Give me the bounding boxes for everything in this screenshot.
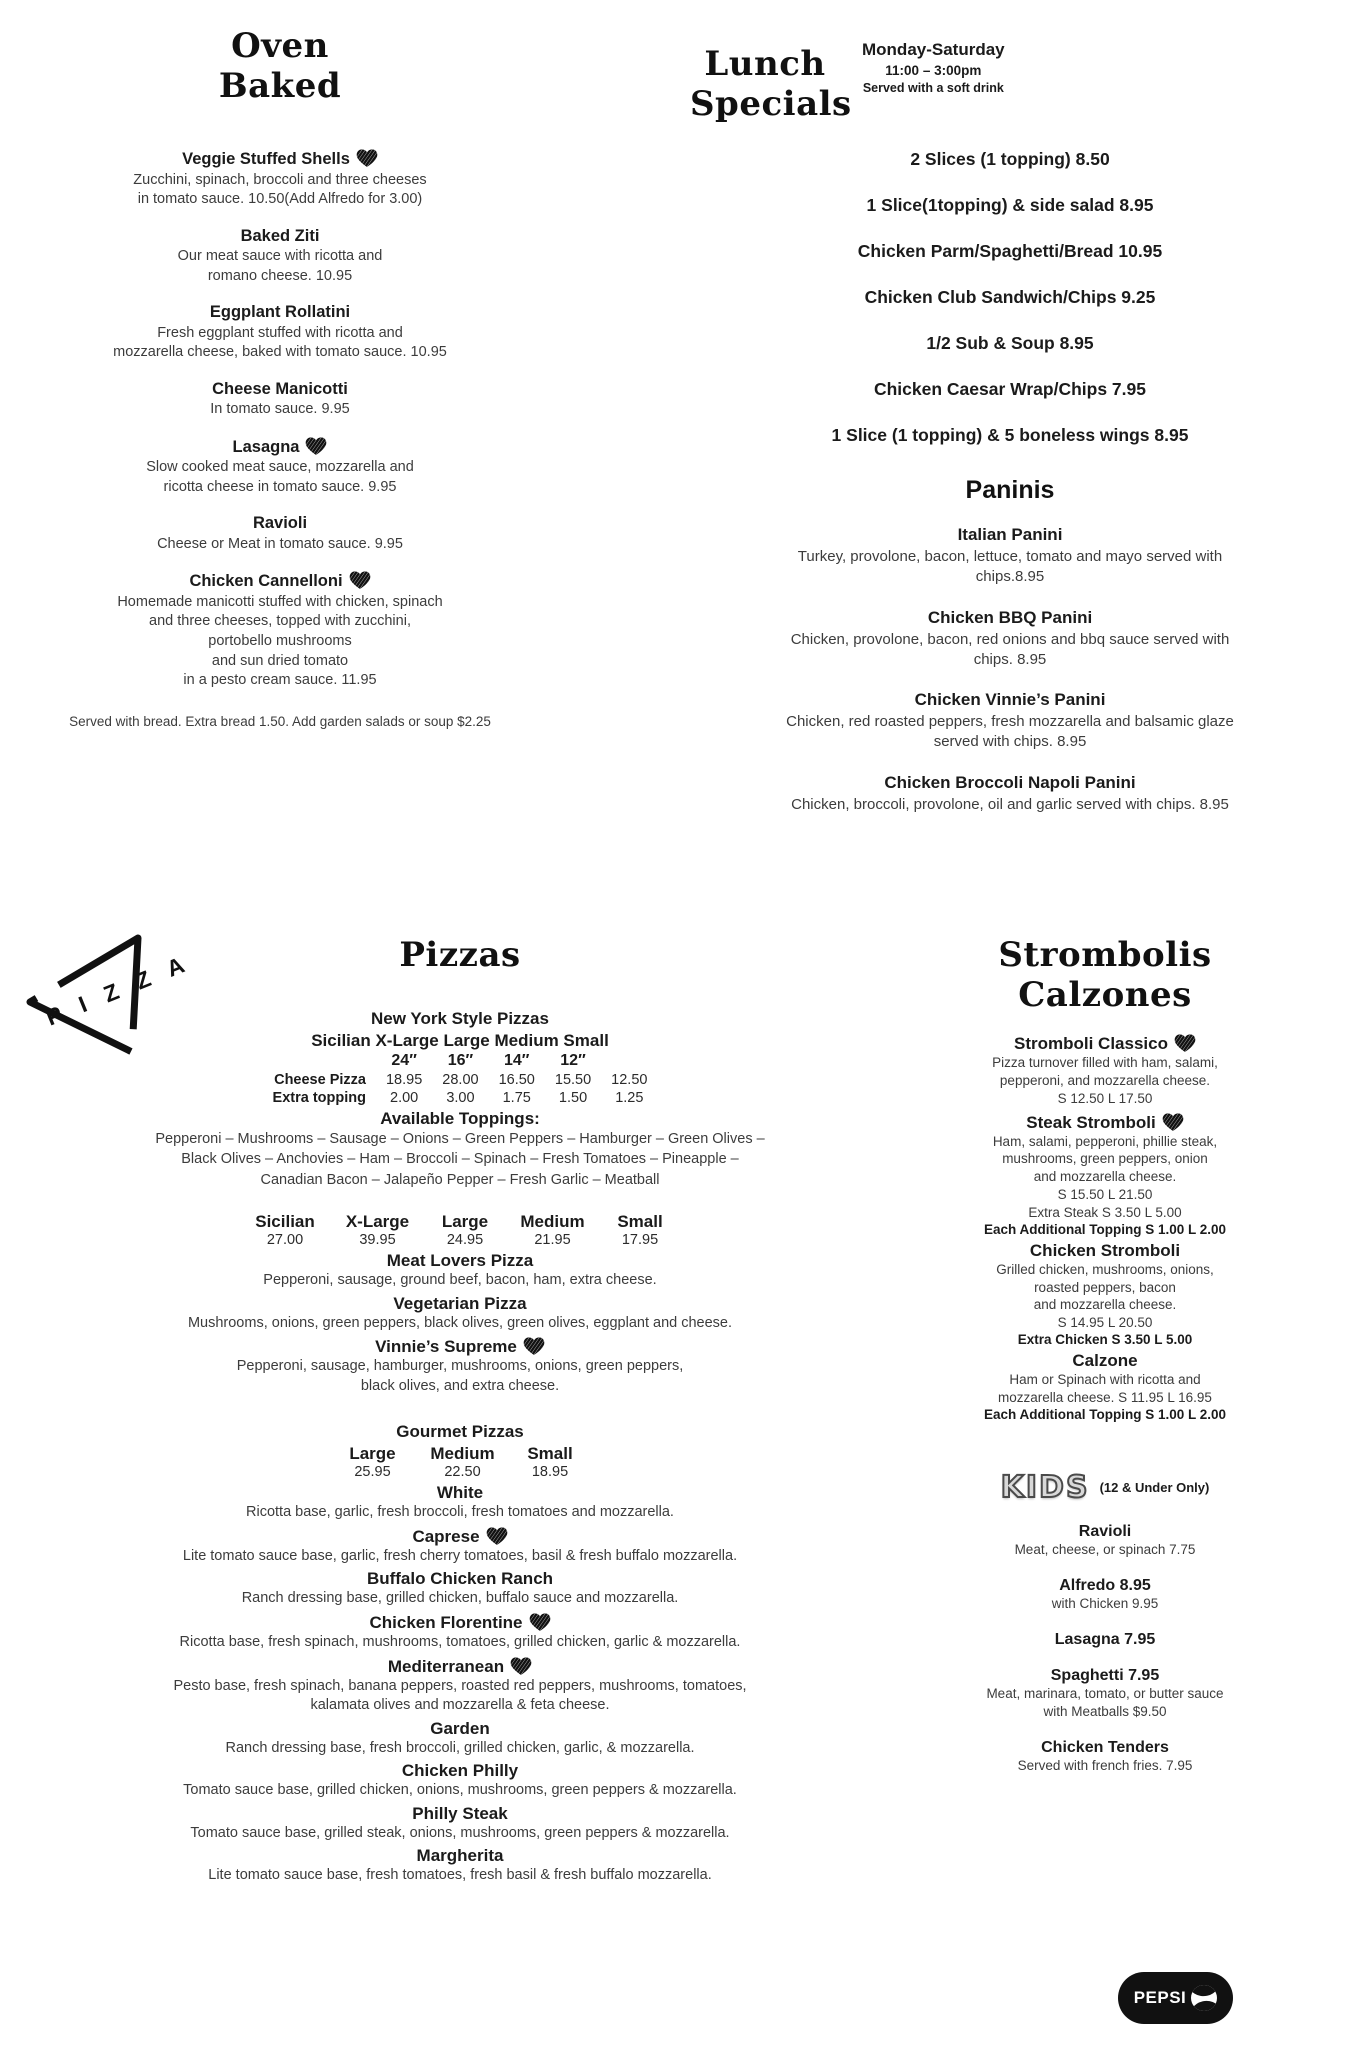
pizza-description: Lite tomato sauce base, garlic, fresh cherry tomatoes, basil & fresh buffalo mozzarella. — [182, 1547, 738, 1564]
kids-menu-item — [940, 1631, 1270, 1649]
heart-icon — [305, 436, 327, 456]
kids-menu-item — [940, 1667, 1270, 1721]
heart-icon — [523, 1336, 545, 1356]
stromboli-detail-line: Ham or Spinach with ricotta and — [1009, 1371, 1201, 1387]
pizza-price-cell: 18.95 — [385, 1072, 423, 1089]
pizza-price-cell: 28.00 — [442, 1072, 479, 1089]
heart-icon — [356, 148, 378, 168]
kids-item-description: Served with french fries. 7.95 — [1017, 1758, 1193, 1774]
kids-menu-item — [940, 1577, 1270, 1613]
kids-item-name: Spaghetti 7.95 — [1050, 1667, 1160, 1685]
pizza-description: Pepperoni, sausage, ground beef, bacon, ham, extra cheese. — [263, 1272, 657, 1288]
heart-icon — [510, 1656, 532, 1676]
size-price-cell: 22.50 — [444, 1464, 481, 1481]
gourmet-price-row — [130, 1464, 790, 1480]
kids-item-name: Chicken Tenders — [1041, 1739, 1169, 1757]
pizza-inch-cell: 12″ — [560, 1052, 586, 1070]
menu-item — [40, 570, 520, 690]
pizza-price-table — [263, 1051, 658, 1107]
menu-item — [130, 1719, 790, 1759]
panini-item — [690, 690, 1330, 753]
stromboli-name: Calzone — [1072, 1350, 1138, 1370]
table-row — [263, 1071, 658, 1089]
size-price-cell: Small — [617, 1212, 663, 1231]
stromboli-detail-line: Extra Chicken S 3.50 L 5.00 — [1017, 1331, 1193, 1347]
stromboli-name: Stromboli Classico — [940, 1033, 1270, 1054]
stromboli-detail-line: Ham, salami, pepperoni, phillie steak, — [992, 1133, 1218, 1149]
heart-icon — [486, 1526, 508, 1546]
pizza-description: Ranch dressing base, grilled chicken, buffalo sauce and mozzarella. — [241, 1590, 679, 1607]
oven-baked-title-line1: Oven — [231, 26, 329, 66]
pepsi-wordmark: PEPSI — [1133, 1988, 1187, 2007]
pizza-name: Mediterranean — [130, 1656, 790, 1677]
pizza-name: Philly Steak — [412, 1803, 508, 1823]
gourmet-size-row — [130, 1444, 790, 1464]
stromboli-detail-line: Each Additional Topping S 1.00 L 2.00 — [983, 1221, 1227, 1237]
kids-menu-item — [940, 1523, 1270, 1559]
table-row — [263, 1089, 658, 1107]
pizza-price-cell: 15.50 — [554, 1072, 592, 1089]
pizza-description: Lite tomato sauce base, fresh tomatoes, fresh basil & fresh buffalo mozzarella. — [208, 1867, 712, 1884]
strombolis-title-line1: Strombolis — [998, 935, 1212, 975]
strombolis-title — [940, 935, 1270, 1015]
menu-item — [130, 1846, 790, 1886]
kids-badge: KIDS — [1000, 1469, 1090, 1505]
lunch-title-line1: Lunch — [704, 44, 826, 84]
size-price-cell: Medium — [430, 1444, 495, 1464]
topping-lines — [130, 1129, 790, 1190]
panini-name: Italian Panini — [957, 525, 1063, 545]
heart-icon — [1162, 1112, 1184, 1132]
lunch-soft-drink-note: Served with a soft drink — [862, 81, 1004, 95]
menu-item-description: Homemade manicotti stuffed with chicken, spinach and three cheeses, topped with zucchini, portobello mushrooms and sun dried tomato in a pesto cream sauce. 11.95 — [117, 593, 443, 689]
pizza-price-cell: 3.00 — [446, 1090, 475, 1107]
size-price-cell: 18.95 — [531, 1464, 569, 1481]
specialty-price-row — [130, 1232, 790, 1248]
stromboli-detail-line: Pizza turnover filled with ham, salami, — [992, 1055, 1218, 1071]
menu-item — [130, 1656, 790, 1716]
panini-name: Chicken Vinnie’s Panini — [914, 690, 1106, 710]
size-price-cell: Small — [527, 1444, 573, 1464]
pizza-inch-cell — [263, 1051, 376, 1071]
pizza-size-header: Sicilian X-Large Large Medium Small — [311, 1031, 609, 1051]
lunch-special-line: 2 Slices (1 topping) 8.50 — [910, 149, 1110, 170]
menu-item-description: Zucchini, spinach, broccoli and three cheeses in tomato sauce. 10.50(Add Alfredo for 3.00) — [133, 171, 427, 208]
pizza-price-cell: 2.00 — [390, 1090, 419, 1107]
menu-item — [130, 1612, 790, 1653]
pizza-name: Chicken Florentine — [130, 1612, 790, 1633]
menu-item — [940, 1033, 1270, 1107]
panini-description: Turkey, provolone, bacon, lettuce, tomato and mayo served with chips.8.95 — [797, 548, 1223, 586]
section-lunch-specials — [690, 26, 1330, 835]
kids-item-name: Ravioli — [1078, 1522, 1132, 1540]
topping-line: Canadian Bacon – Jalapeño Pepper – Fresh Garlic – Meatball — [260, 1171, 660, 1188]
kids-item-list — [940, 1523, 1270, 1776]
kids-menu-item — [940, 1739, 1270, 1775]
pizza-description: Ranch dressing base, fresh broccoli, grilled chicken, garlic, & mozzarella. — [225, 1739, 695, 1756]
kids-header-row — [940, 1470, 1270, 1505]
stromboli-detail-line: and mozzarella cheese. — [1033, 1169, 1177, 1185]
panini-description: Chicken, red roasted peppers, fresh mozzarella and balsamic glaze served with chips. 8.95 — [786, 713, 1234, 751]
kids-item-name: Alfredo 8.95 — [1059, 1576, 1151, 1594]
heart-icon — [1174, 1033, 1196, 1053]
topping-line: Black Olives – Anchovies – Ham – Broccoli – Spinach – Fresh Tomatoes – Pineapple – — [181, 1151, 739, 1168]
menu-item — [940, 1241, 1270, 1347]
strombolis-title-line2: Calzones — [1018, 975, 1192, 1016]
size-price-cell: 39.95 — [359, 1232, 396, 1248]
lunch-title-line2: Specials — [690, 84, 852, 125]
pizza-description: Ricotta base, fresh spinach, mushrooms, tomatoes, grilled chicken, garlic & mozzarella. — [179, 1633, 741, 1650]
topping-line: Pepperoni – Mushrooms – Sausage – Onions – Green Peppers – Hamburger – Green Olives – — [155, 1131, 765, 1148]
pizza-row-label: Extra topping — [272, 1090, 366, 1107]
size-price-cell: Large — [441, 1212, 489, 1231]
stromboli-detail-line: S 12.50 L 17.50 — [1057, 1090, 1153, 1106]
panini-name: Chicken Broccoli Napoli Panini — [884, 772, 1136, 792]
menu-item-description: Cheese or Meat in tomato sauce. 9.95 — [157, 535, 403, 552]
menu-item-name: Eggplant Rollatini — [209, 303, 351, 322]
heart-icon — [529, 1612, 551, 1632]
pizza-price-cell: 1.50 — [558, 1090, 588, 1107]
pizza-price-cell: 16.50 — [498, 1072, 535, 1089]
pizza-description: Tomato sauce base, grilled steak, onions, mushrooms, green peppers & mozzarella. — [190, 1824, 730, 1841]
stromboli-name: Chicken Stromboli — [1029, 1240, 1181, 1260]
pizza-description: Pesto base, fresh spinach, banana peppers, roasted red peppers, mushrooms, tomatoes, kalamata olives and mozzarella & feta cheese. — [173, 1677, 747, 1714]
size-price-cell: Large — [349, 1444, 396, 1464]
menu-item — [940, 1112, 1270, 1237]
heart-icon — [349, 570, 371, 590]
pizza-name: Margherita — [416, 1846, 504, 1866]
stromboli-detail-line: mushrooms, green peppers, onion — [1002, 1151, 1208, 1167]
menu-item — [40, 302, 520, 363]
stromboli-detail-line: mozzarella cheese. S 11.95 L 16.95 — [998, 1389, 1212, 1405]
kids-item-name: Lasagna 7.95 — [1054, 1631, 1156, 1649]
panini-item — [690, 525, 1330, 588]
menu-item-name: Baked Ziti — [240, 226, 320, 245]
menu-item-description: Our meat sauce with ricotta and romano cheese. 10.95 — [177, 248, 383, 284]
menu-item-name: Ravioli — [252, 514, 308, 533]
menu-item-description: Slow cooked meat sauce, mozzarella and ricotta cheese in tomato sauce. 9.95 — [146, 459, 414, 495]
stromboli-detail-line: Extra Steak S 3.50 L 5.00 — [1028, 1204, 1182, 1220]
stromboli-detail-line: and mozzarella cheese. — [1033, 1297, 1177, 1313]
kids-item-description: Meat, marinara, tomato, or butter sauce with Meatballs $9.50 — [986, 1686, 1224, 1720]
stromboli-name: Steak Stromboli — [940, 1112, 1270, 1133]
pepsi-logo-body — [1118, 1972, 1233, 2024]
panini-item — [690, 608, 1330, 671]
pizza-inch-cell: 14″ — [503, 1052, 530, 1070]
menu-item — [40, 379, 520, 420]
lunch-hours-block — [862, 26, 1005, 95]
size-price-cell: 21.95 — [534, 1232, 571, 1248]
lunch-special-line: Chicken Caesar Wrap/Chips 7.95 — [873, 379, 1146, 400]
pizza-description: Pepperoni, sausage, hamburger, mushrooms, onions, green peppers, black olives, and extra cheese. — [236, 1358, 684, 1394]
lunch-specials-list — [690, 149, 1330, 446]
lunch-header-row — [690, 26, 1330, 124]
gourmet-pizzas-heading: Gourmet Pizzas — [396, 1422, 524, 1442]
stromboli-detail-line: Each Additional Topping S 1.00 L 2.00 — [983, 1406, 1227, 1422]
size-price-cell: X-Large — [345, 1212, 410, 1231]
panini-name: Chicken BBQ Panini — [927, 607, 1093, 627]
pizza-name: Garden — [430, 1718, 490, 1738]
oven-baked-item-list — [40, 148, 520, 691]
lunch-special-line: 1 Slice(1topping) & side salad 8.95 — [866, 195, 1154, 216]
lunch-special-line: 1/2 Sub & Soup 8.95 — [926, 333, 1094, 354]
pepsi-logo — [1118, 1972, 1233, 2024]
pizza-description: Mushrooms, onions, green peppers, black olives, green olives, eggplant and cheese. — [187, 1314, 733, 1331]
pizza-price-cell: 1.25 — [615, 1090, 644, 1107]
section-pizzas — [130, 935, 790, 1886]
menu-item — [130, 1251, 790, 1291]
stromboli-detail-line: S 14.95 L 20.50 — [1057, 1315, 1153, 1331]
kids-age-note: (12 & Under Only) — [1099, 1479, 1210, 1495]
menu-item-description: Fresh eggplant stuffed with ricotta and mozzarella cheese, baked with tomato sauce. 10.95 — [113, 324, 447, 361]
pizza-inch-cell: 16″ — [447, 1052, 474, 1070]
pizza-description: Ricotta base, garlic, fresh broccoli, fresh tomatoes and mozzarella. — [246, 1504, 674, 1521]
lunch-special-line: Chicken Parm/Spaghetti/Bread 10.95 — [857, 241, 1163, 262]
specialty-size-row — [130, 1212, 790, 1232]
oven-baked-footnote: Served with bread. Extra bread 1.50. Add garden salads or soup $2.25 — [69, 713, 491, 729]
kids-item-description: Meat, cheese, or spinach 7.75 — [1014, 1541, 1196, 1557]
specialty-pizza-list — [130, 1251, 790, 1396]
menu-item — [130, 1526, 790, 1567]
size-price-cell: 17.95 — [621, 1232, 659, 1248]
lunch-days: Monday-Saturday — [862, 40, 1005, 59]
pizza-inch-cell: 24″ — [391, 1052, 417, 1070]
ny-style-heading: New York Style Pizzas — [371, 1009, 549, 1029]
menu-item — [130, 1294, 790, 1334]
panini-description: Chicken, provolone, bacon, red onions and bbq sauce served with chips. 8.95 — [790, 630, 1230, 668]
size-price-cell: 25.95 — [354, 1464, 391, 1481]
menu-item — [40, 513, 520, 554]
stromboli-item-list — [940, 1033, 1270, 1421]
pizza-description: Tomato sauce base, grilled chicken, onions, mushrooms, green peppers & mozzarella. — [183, 1782, 737, 1799]
size-price-cell: 24.95 — [446, 1232, 484, 1248]
menu-item — [130, 1336, 790, 1396]
pizza-price-cell: 1.75 — [502, 1090, 531, 1107]
size-price-cell: Medium — [520, 1212, 585, 1231]
stromboli-detail-line: Grilled chicken, mushrooms, onions, — [996, 1261, 1214, 1277]
pizza-row-label: Cheese Pizza — [274, 1072, 366, 1089]
pizza-name: Buffalo Chicken Ranch — [366, 1569, 554, 1589]
menu-item — [130, 1804, 790, 1844]
size-price-cell: Sicilian — [255, 1212, 315, 1231]
paninis-title: Paninis — [965, 476, 1055, 505]
oven-baked-title-line2: Baked — [218, 66, 342, 107]
lunch-special-line: Chicken Club Sandwich/Chips 9.25 — [864, 287, 1156, 308]
lunch-time: 11:00 – 3:00pm — [885, 63, 982, 78]
stromboli-detail-line: pepperoni, and mozzarella cheese. — [999, 1073, 1211, 1089]
menu-item-name: Chicken Cannelloni — [40, 570, 520, 592]
size-price-cell: 27.00 — [266, 1232, 304, 1248]
stromboli-detail-line: S 15.50 L 21.50 — [1057, 1187, 1153, 1203]
lunch-special-line: 1 Slice (1 topping) & 5 boneless wings 8.95 — [831, 425, 1189, 446]
panini-description: Chicken, broccoli, provolone, oil and garlic served with chips. 8.95 — [791, 795, 1229, 813]
menu-item — [130, 1761, 790, 1801]
pepsi-globe-icon — [1191, 1985, 1217, 2011]
pizza-name: Chicken Philly — [401, 1761, 519, 1781]
lunch-specials-title — [690, 44, 852, 125]
pizza-name: White — [436, 1483, 484, 1503]
gourmet-pizza-list — [130, 1483, 790, 1886]
stromboli-detail-line: roasted peppers, bacon — [1034, 1279, 1176, 1295]
menu-item — [130, 1569, 790, 1609]
kids-item-description: with Chicken 9.95 — [1051, 1595, 1159, 1611]
pizza-name: Vinnie’s Supreme — [130, 1336, 790, 1357]
pizza-inch-row — [263, 1051, 658, 1071]
menu-item — [40, 148, 520, 210]
menu-item — [130, 1483, 790, 1523]
available-toppings-label: Available Toppings: — [380, 1109, 540, 1129]
panini-item-list — [690, 525, 1330, 815]
pizza-name: Meat Lovers Pizza — [386, 1251, 534, 1270]
menu-item — [940, 1351, 1270, 1422]
section-oven-baked — [40, 26, 520, 731]
pizza-name: Vegetarian Pizza — [393, 1293, 527, 1313]
menu-item-name: Cheese Manicotti — [212, 379, 348, 398]
menu-item-name: Lasagna — [40, 436, 520, 458]
menu-item — [40, 436, 520, 498]
pizza-price-cell: 12.50 — [611, 1072, 648, 1089]
pizzas-title: Pizzas — [399, 935, 521, 975]
pizza-name: Caprese — [130, 1526, 790, 1547]
menu-item — [40, 226, 520, 287]
panini-item — [690, 773, 1330, 815]
section-strombolis-calzones — [940, 935, 1270, 1776]
oven-baked-title — [40, 26, 520, 106]
menu-item-description: In tomato sauce. 9.95 — [210, 401, 350, 418]
menu-item-name: Veggie Stuffed Shells — [40, 148, 520, 170]
pizza-logo-text: P I Z Z A — [42, 948, 195, 1031]
